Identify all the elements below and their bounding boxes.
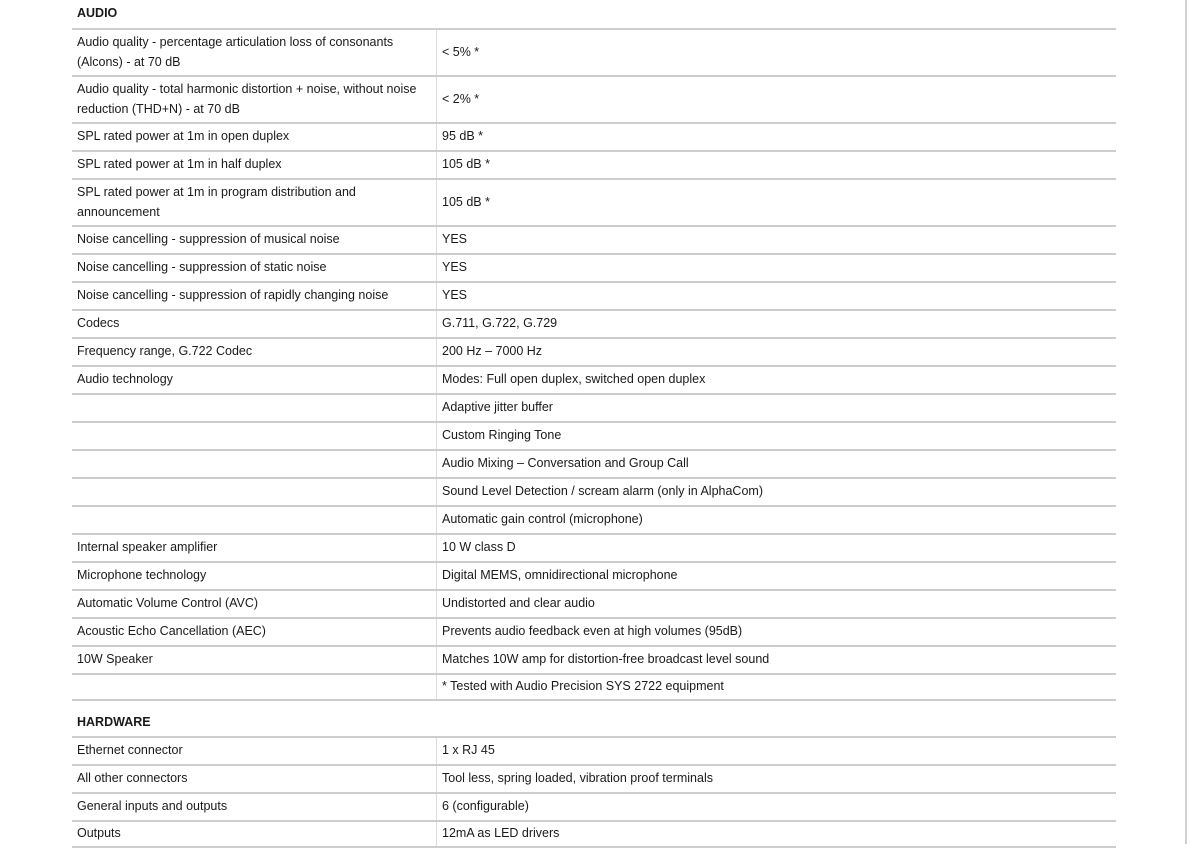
spec-value: 95 dB * (442, 129, 484, 144)
spec-row (72, 589, 1116, 617)
spec-row (72, 561, 1116, 589)
spec-row (72, 617, 1116, 645)
spec-label: Ethernet connector (72, 738, 437, 764)
spec-label (72, 675, 437, 699)
spec-value: 6 (configurable) (442, 799, 529, 814)
spec-row (72, 764, 1116, 792)
spec-value: 12mA as LED drivers (442, 826, 560, 841)
spec-label: Frequency range, G.722 Codec (72, 339, 437, 365)
spec-value: < 2% * (442, 91, 480, 106)
spec-value: < 5% * (442, 44, 480, 59)
spec-row (72, 225, 1116, 253)
section-heading-hardware: HARDWARE (77, 715, 151, 729)
spec-label: SPL rated power at 1m in program distribution and announcement (72, 180, 437, 225)
spec-value: Digital MEMS, omnidirectional microphone (442, 568, 678, 583)
spec-value: YES (442, 232, 468, 247)
spec-row (72, 150, 1116, 178)
spec-value: Modes: Full open duplex, switched open duplex (442, 372, 706, 387)
spec-label: SPL rated power at 1m in open duplex (72, 124, 437, 150)
spec-row (72, 449, 1116, 477)
spec-row (72, 253, 1116, 281)
spec-label (72, 423, 437, 449)
spec-row (72, 365, 1116, 393)
spec-row (72, 477, 1116, 505)
spec-row (72, 421, 1116, 449)
spec-label: Audio quality - total harmonic distortion + noise, without noise reduction (THD+N) - at 70 dB (72, 77, 437, 122)
spec-value: Adaptive jitter buffer (442, 400, 553, 415)
spec-label: Noise cancelling - suppression of static noise (72, 255, 437, 281)
spec-row (72, 337, 1116, 365)
spec-label (72, 507, 437, 533)
spec-row (72, 75, 1116, 122)
hardware-spec-table (72, 736, 1116, 848)
spec-value: 10 W class D (442, 540, 516, 555)
spec-label: Automatic Volume Control (AVC) (72, 591, 437, 617)
spec-label: 10W Speaker (72, 647, 437, 673)
spec-value: Audio Mixing – Conversation and Group Call (442, 456, 689, 471)
spec-value: YES (442, 288, 468, 303)
spec-value: 200 Hz – 7000 Hz (442, 344, 543, 359)
spec-value: Prevents audio feedback even at high volumes (95dB) (442, 624, 743, 639)
spec-value: G.711, G.722, G.729 (442, 316, 558, 331)
spec-row (72, 28, 1116, 75)
spec-label (72, 451, 437, 477)
spec-row (72, 792, 1116, 820)
spec-value: Undistorted and clear audio (442, 596, 595, 611)
spec-label: Noise cancelling - suppression of rapidly changing noise (72, 283, 437, 309)
spec-value: Automatic gain control (microphone) (442, 512, 643, 527)
spec-row (72, 309, 1116, 337)
spec-row (72, 178, 1116, 225)
spec-value: 1 x RJ 45 (442, 743, 495, 758)
spec-row (72, 281, 1116, 309)
spec-value: Custom Ringing Tone (442, 428, 562, 443)
spec-value: Tool less, spring loaded, vibration proof terminals (442, 771, 713, 786)
page-edge-rule (1185, 0, 1187, 844)
spec-label: Internal speaker amplifier (72, 535, 437, 561)
spec-value: 105 dB * (442, 194, 490, 209)
spec-value: 105 dB * (442, 157, 490, 172)
spec-label: Audio technology (72, 367, 437, 393)
spec-value: * Tested with Audio Precision SYS 2722 equipment (442, 679, 724, 694)
spec-label: Acoustic Echo Cancellation (AEC) (72, 619, 437, 645)
audio-spec-table (72, 28, 1116, 701)
spec-label: General inputs and outputs (72, 794, 437, 820)
spec-sheet (72, 0, 1116, 848)
spec-label: Outputs (72, 822, 437, 846)
spec-row (72, 122, 1116, 150)
spec-label: Audio quality - percentage articulation loss of consonants (Alcons) - at 70 dB (72, 30, 437, 75)
spec-label: Noise cancelling - suppression of musical noise (72, 227, 437, 253)
spec-row (72, 645, 1116, 673)
spec-row (72, 736, 1116, 764)
spec-row (72, 505, 1116, 533)
spec-value: Matches 10W amp for distortion-free broadcast level sound (442, 652, 770, 667)
spec-row (72, 673, 1116, 701)
spec-value: Sound Level Detection / scream alarm (only in AlphaCom) (442, 484, 763, 499)
spec-label (72, 479, 437, 505)
spec-label: All other connectors (72, 766, 437, 792)
spec-value: YES (442, 260, 468, 275)
spec-label: SPL rated power at 1m in half duplex (72, 152, 437, 178)
spec-label: Codecs (72, 311, 437, 337)
spec-row (72, 393, 1116, 421)
section-heading-audio: AUDIO (77, 6, 118, 20)
spec-label (72, 395, 437, 421)
spec-row (72, 533, 1116, 561)
spec-label: Microphone technology (72, 563, 437, 589)
